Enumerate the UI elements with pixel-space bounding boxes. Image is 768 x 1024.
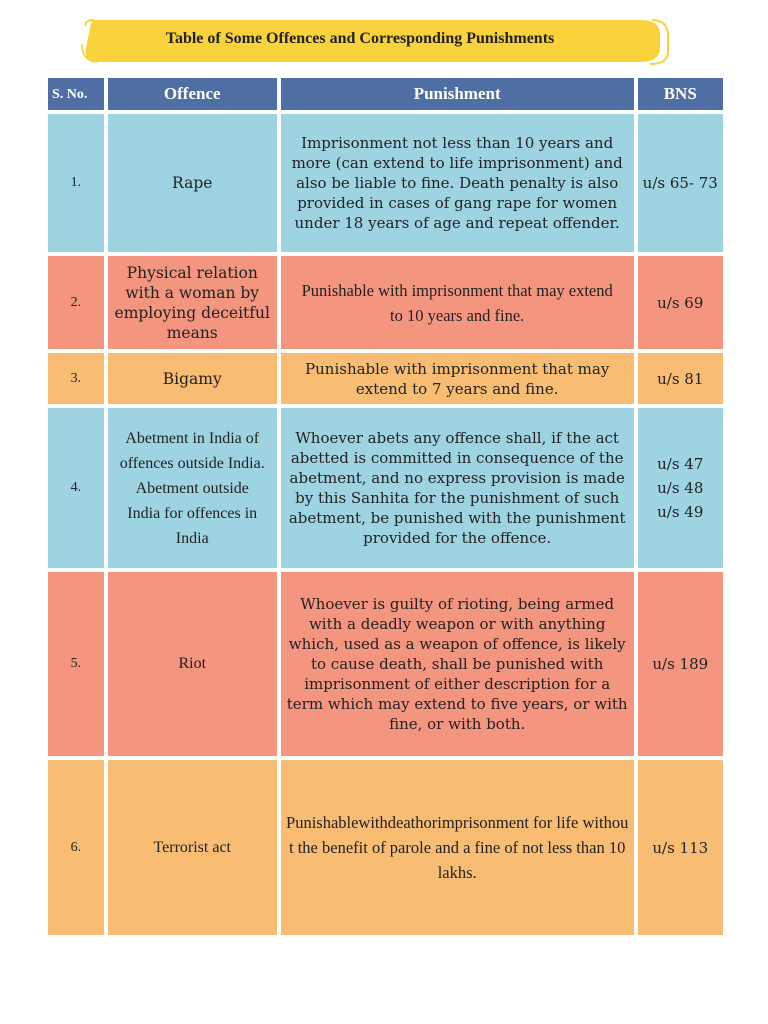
- page-title: Table of Some Offences and Corresponding Punishments: [165, 30, 555, 47]
- title-banner: [80, 18, 670, 64]
- row-number: 4.: [48, 408, 104, 568]
- header-sno: S. No.: [48, 78, 104, 110]
- row-bns: [638, 572, 723, 756]
- row-number: 3.: [48, 353, 104, 404]
- table-row: [48, 256, 723, 349]
- table-row: [48, 353, 723, 404]
- header-punishment: Punishment: [281, 78, 634, 110]
- bns-section: u/s 47: [657, 455, 704, 473]
- bns-section: u/s 65- 73: [642, 174, 718, 192]
- row-punishment: Punishable with imprisonment that may extend to 10 years and fine.: [281, 256, 634, 349]
- row-bns: [638, 256, 723, 349]
- table-row: [48, 760, 723, 935]
- row-offence: Rape: [108, 114, 277, 252]
- table-row: [48, 572, 723, 756]
- bns-section: u/s 48: [657, 479, 704, 497]
- bns-section: u/s 69: [657, 293, 704, 312]
- row-number: 6.: [48, 760, 104, 935]
- row-offence: Riot: [108, 572, 277, 756]
- bns-section: u/s 189: [652, 655, 709, 673]
- row-offence: Terrorist act: [108, 760, 277, 935]
- row-number: 1.: [48, 114, 104, 252]
- row-punishment: Whoever is guilty of rioting, being armed with a deadly weapon or with anything which, used as a weapon of offence, is likely to cause death, shall be punished with imprisonment of either description for a term which may extend to five years, or with fine, or with both.: [281, 572, 634, 756]
- row-offence: Bigamy: [108, 353, 277, 404]
- row-bns: [638, 408, 723, 568]
- table-row: [48, 408, 723, 568]
- row-punishment: Punishablewithdeathorimprisonment for life without the benefit of parole and a fine of not less than 10 lakhs.: [281, 760, 634, 935]
- row-number: 5.: [48, 572, 104, 756]
- header-offence: Offence: [108, 78, 277, 110]
- offences-table: [44, 74, 727, 939]
- row-bns: [638, 353, 723, 404]
- bns-section: u/s 49: [657, 503, 704, 521]
- row-punishment: Imprisonment not less than 10 years and more (can extend to life imprisonment) and also be liable to fine. Death penalty is also provided in cases of gang rape for women under 18 years of age and repeat offender.: [281, 114, 634, 252]
- row-bns: [638, 114, 723, 252]
- row-offence: Physical relation with a woman by employing deceitful means: [108, 256, 277, 349]
- header-bns: BNS: [638, 78, 723, 110]
- bns-section: u/s 81: [657, 369, 704, 388]
- table-header-row: [48, 78, 723, 110]
- row-offence: Abetment in India of offences outside India. Abetment outside India for offences in India: [108, 408, 277, 568]
- row-bns: [638, 760, 723, 935]
- table-row: [48, 114, 723, 252]
- row-number: 2.: [48, 256, 104, 349]
- row-punishment: Whoever abets any offence shall, if the act abetted is committed in consequence of the abetment, and no express provision is made by this Sanhita for the punishment of such abetment, be punished with the punishment provided for the offence.: [281, 408, 634, 568]
- bns-section: u/s 113: [652, 838, 709, 857]
- row-punishment: Punishable with imprisonment that may extend to 7 years and fine.: [281, 353, 634, 404]
